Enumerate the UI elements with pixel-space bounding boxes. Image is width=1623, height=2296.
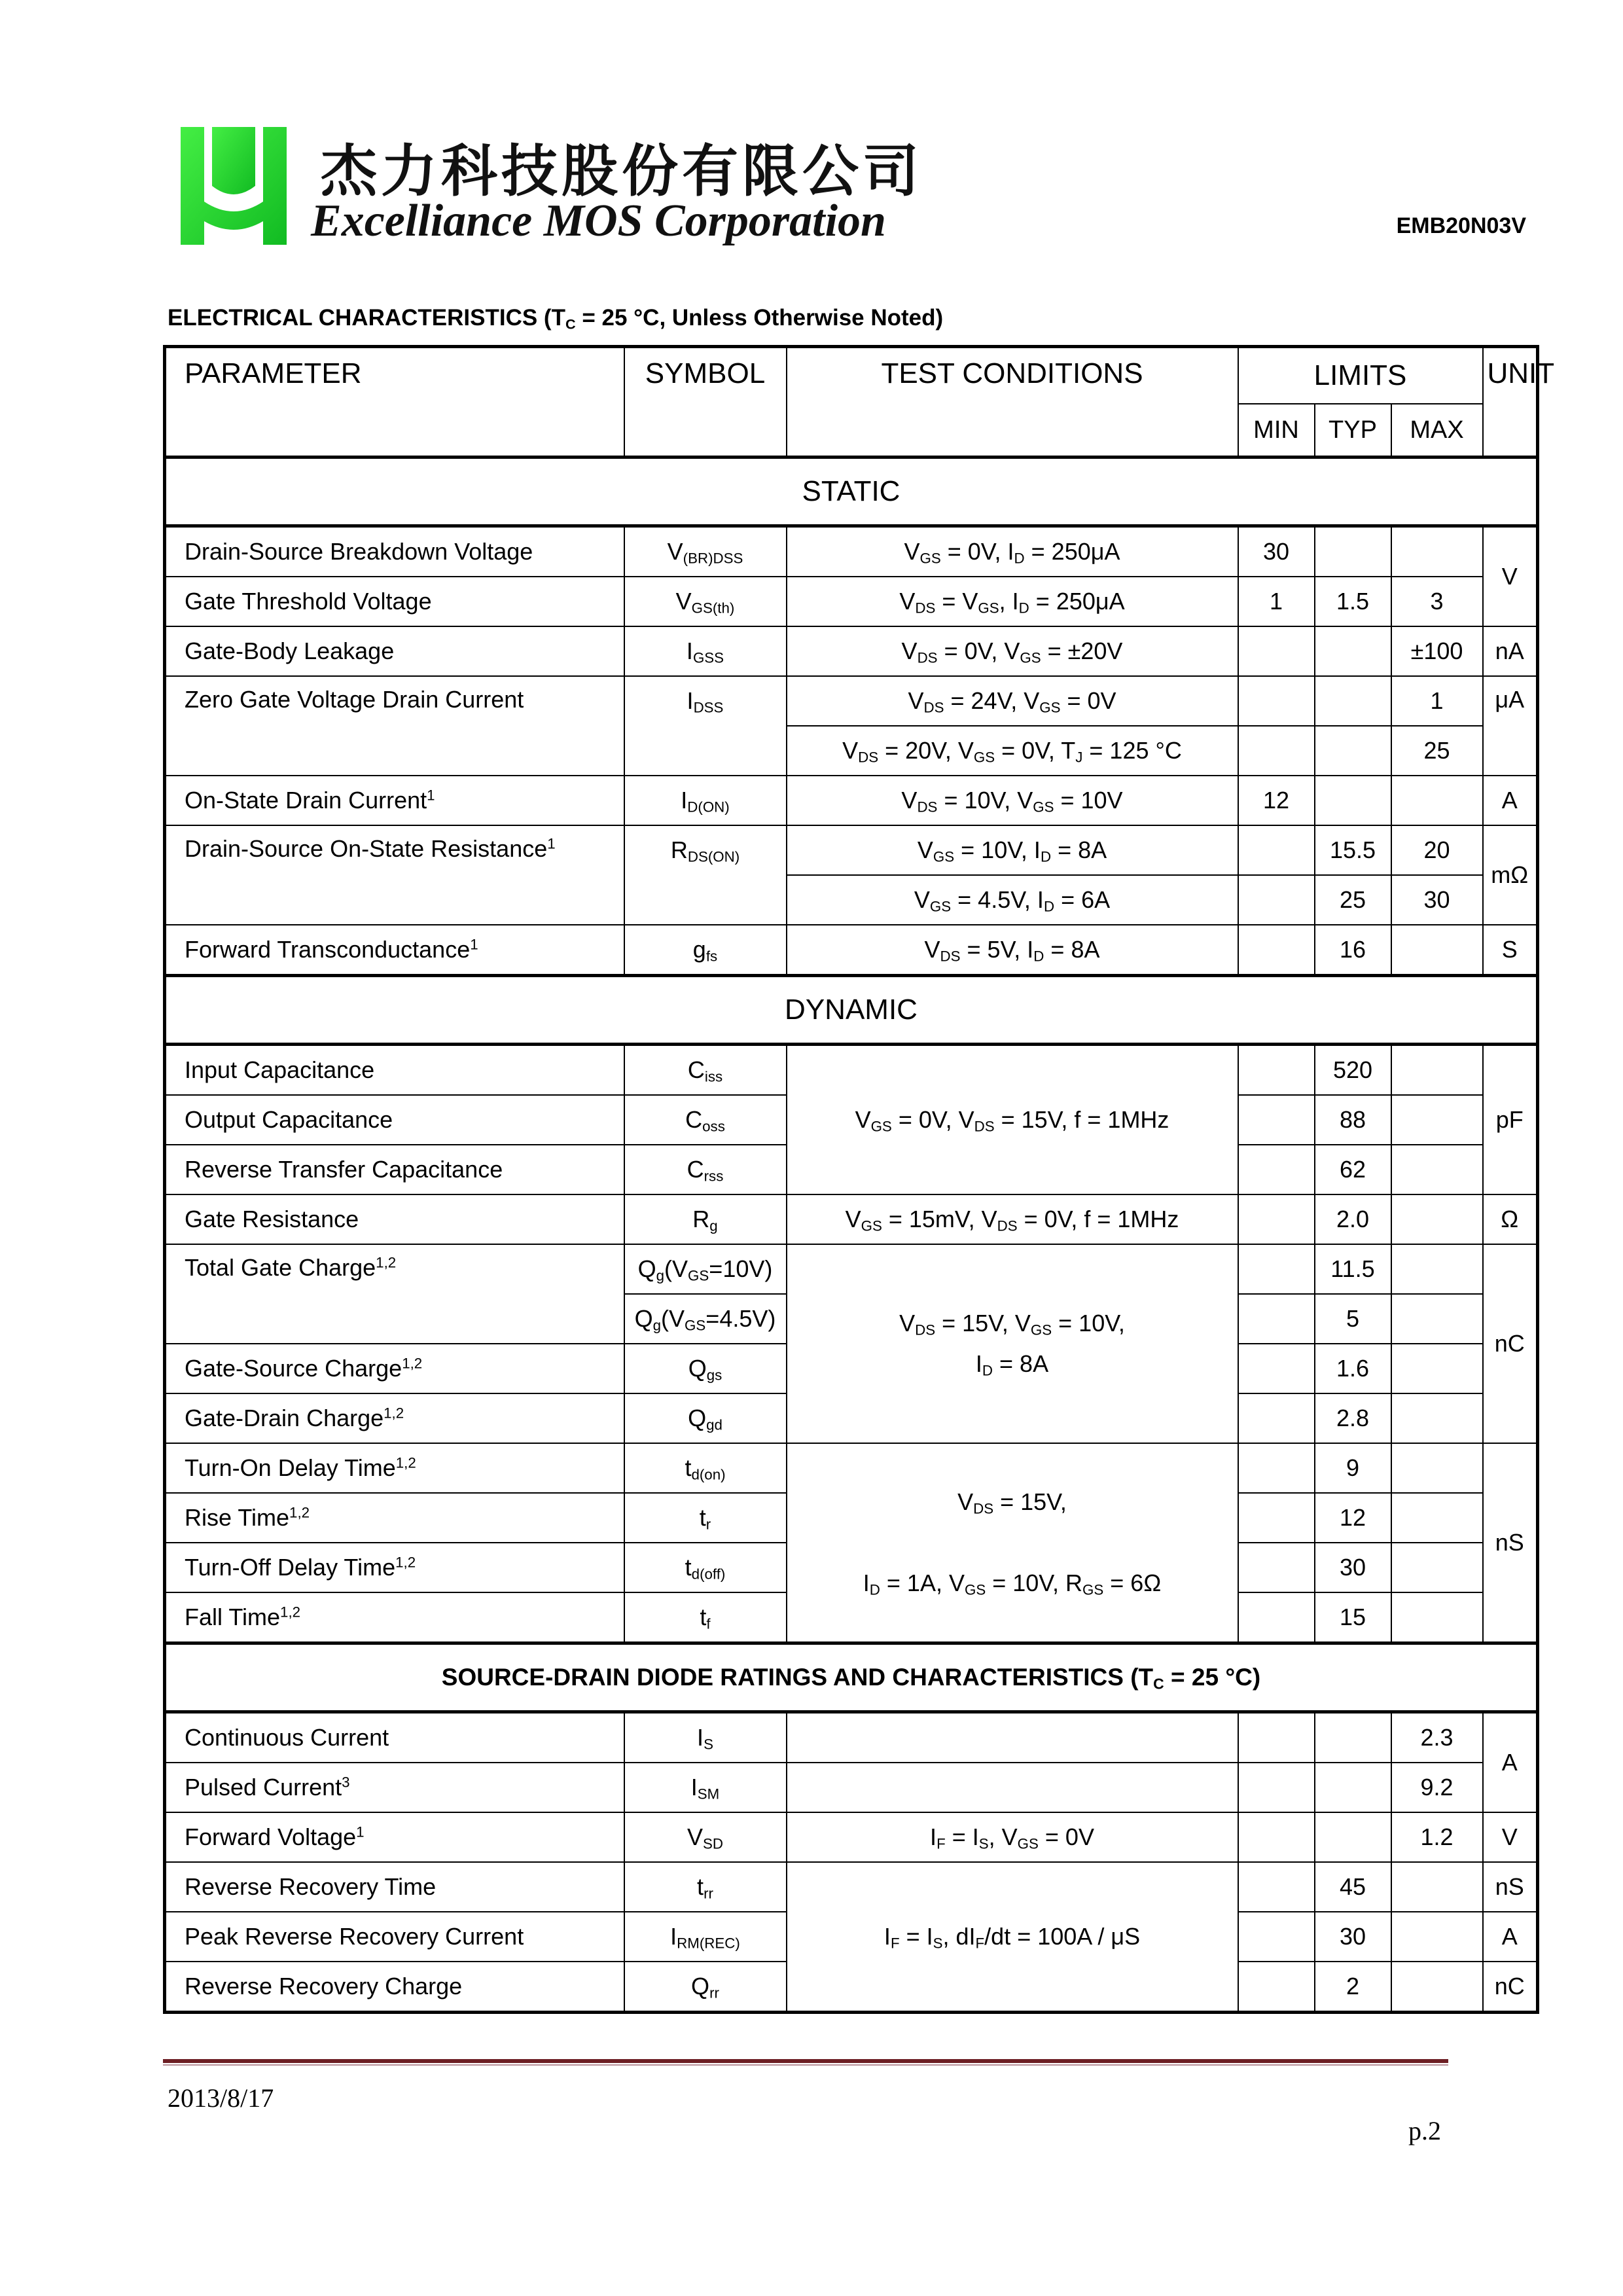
max-cell: ±100 <box>1391 626 1483 676</box>
symbol-cell: $Q_{rr}$ <box>624 1962 787 2013</box>
table-row <box>165 577 1538 626</box>
param-cell: Gate-Source Charge$^{1,2}$ <box>165 1344 624 1393</box>
max-cell <box>1391 1244 1483 1294</box>
min-cell <box>1238 1443 1315 1493</box>
symbol-cell: $I_{RM(REC)}$ <box>624 1912 787 1962</box>
company-name-english: Excelliance MOS Corporation <box>311 196 886 246</box>
unit-cell: nS <box>1483 1443 1538 1643</box>
unit-cell: V <box>1483 526 1538 627</box>
symbol-cell: $Q_g(V_{GS}=4.5V)$ <box>624 1294 787 1344</box>
typ-cell: 15 <box>1315 1592 1391 1643</box>
typ-cell <box>1315 1812 1391 1862</box>
table-row <box>165 1443 1538 1493</box>
min-cell <box>1238 1592 1315 1643</box>
min-cell <box>1238 676 1315 726</box>
condition-cell: $V_{GS} = 10V$, $I_D = 8A$ <box>787 825 1238 875</box>
table-row <box>165 1194 1538 1244</box>
condition-cell: $I_F = I_S$, $V_{GS} = 0V$ <box>787 1812 1238 1862</box>
typ-cell: 2 <box>1315 1962 1391 2013</box>
max-cell: 2.3 <box>1391 1712 1483 1763</box>
unit-cell: A <box>1483 1912 1538 1962</box>
max-cell <box>1391 1095 1483 1145</box>
condition-cell: $V_{DS} = 0V$, $V_{GS} = \pm 20V$ <box>787 626 1238 676</box>
min-cell <box>1238 1194 1315 1244</box>
group-dynamic: DYNAMIC <box>165 976 1538 1045</box>
param-cell: Drain-Source Breakdown Voltage <box>165 526 624 577</box>
symbol-cell: $Q_g(V_{GS}=10V)$ <box>624 1244 787 1294</box>
param-cell: Reverse Recovery Time <box>165 1862 624 1912</box>
typ-cell <box>1315 776 1391 825</box>
symbol-cell: $V_{(BR)DSS}$ <box>624 526 787 577</box>
table-row <box>165 626 1538 676</box>
header-limits: LIMITS <box>1238 347 1483 404</box>
param-cell: Reverse Recovery Charge <box>165 1962 624 2013</box>
max-cell: 30 <box>1391 875 1483 925</box>
param-cell: Pulsed Current$^3$ <box>165 1763 624 1812</box>
min-cell <box>1238 1912 1315 1962</box>
param-cell: Peak Reverse Recovery Current <box>165 1912 624 1962</box>
typ-cell: 1.5 <box>1315 577 1391 626</box>
condition-cell <box>787 1712 1238 1763</box>
min-cell <box>1238 1393 1315 1443</box>
min-cell <box>1238 1712 1315 1763</box>
param-cell: Forward Voltage$^1$ <box>165 1812 624 1862</box>
max-cell <box>1391 925 1483 976</box>
max-cell <box>1391 1145 1483 1194</box>
section-title: ELECTRICAL CHARACTERISTICS ($T_C = 25$ °C, Unless Otherwise Noted) <box>168 305 944 332</box>
header-test-conditions: TEST CONDITIONS <box>787 347 1238 457</box>
max-cell <box>1391 1443 1483 1493</box>
min-cell <box>1238 875 1315 925</box>
condition-cell: $V_{DS} = 20V$, $V_{GS} = 0V$, $T_J = 125$ °C <box>787 726 1238 776</box>
symbol-cell: $C_{rss}$ <box>624 1145 787 1194</box>
typ-cell: 16 <box>1315 925 1391 976</box>
max-cell <box>1391 1862 1483 1912</box>
symbol-cell: $I_{GSS}$ <box>624 626 787 676</box>
condition-cell: $V_{GS} = 0V$, $I_D = 250\mu A$ <box>787 526 1238 577</box>
min-cell: 30 <box>1238 526 1315 577</box>
typ-cell: 12 <box>1315 1493 1391 1543</box>
max-cell: 9.2 <box>1391 1763 1483 1812</box>
unit-cell: nA <box>1483 626 1538 676</box>
param-cell: Reverse Transfer Capacitance <box>165 1145 624 1194</box>
param-cell: Continuous Current <box>165 1712 624 1763</box>
max-cell <box>1391 1194 1483 1244</box>
company-name-chinese: 杰力科技股份有限公司 <box>321 138 923 204</box>
param-cell: Fall Time$^{1,2}$ <box>165 1592 624 1643</box>
param-cell: Turn-On Delay Time$^{1,2}$ <box>165 1443 624 1493</box>
param-cell: Rise Time$^{1,2}$ <box>165 1493 624 1543</box>
symbol-cell: $I_{DSS}$ <box>624 676 787 776</box>
typ-cell: 9 <box>1315 1443 1391 1493</box>
unit-cell: nC <box>1483 1962 1538 2013</box>
part-number: EMB20N03V <box>1396 213 1526 238</box>
typ-cell: 30 <box>1315 1543 1391 1592</box>
unit-cell: μA <box>1483 676 1538 776</box>
electrical-characteristics-table <box>163 345 1555 2014</box>
unit-cell: nC <box>1483 1244 1538 1443</box>
min-cell <box>1238 626 1315 676</box>
typ-cell: 15.5 <box>1315 825 1391 875</box>
param-cell: Gate Threshold Voltage <box>165 577 624 626</box>
param-cell: Gate-Drain Charge$^{1,2}$ <box>165 1393 624 1443</box>
table-row <box>165 1045 1538 1096</box>
max-cell: 3 <box>1391 577 1483 626</box>
header-parameter: PARAMETER <box>165 347 624 457</box>
typ-cell: 30 <box>1315 1912 1391 1962</box>
max-cell: 1.2 <box>1391 1812 1483 1862</box>
symbol-cell: $g_{fs}$ <box>624 925 787 976</box>
param-cell: On-State Drain Current$^1$ <box>165 776 624 825</box>
typ-cell: 25 <box>1315 875 1391 925</box>
symbol-cell: $R_{DS(ON)}$ <box>624 825 787 925</box>
symbol-cell: $Q_{gd}$ <box>624 1393 787 1443</box>
table-row <box>165 526 1538 577</box>
typ-cell: 2.8 <box>1315 1393 1391 1443</box>
condition-cell: $V_{DS} = V_{GS}$, $I_D = 250\mu A$ <box>787 577 1238 626</box>
group-diode: SOURCE-DRAIN DIODE RATINGS AND CHARACTERISTICS ($T_C = 25$ °C) <box>165 1643 1538 1712</box>
table-row <box>165 1763 1538 1812</box>
condition-cell: $V_{DS} = 24V$, $V_{GS} = 0V$ <box>787 676 1238 726</box>
typ-cell <box>1315 526 1391 577</box>
min-cell <box>1238 1543 1315 1592</box>
typ-cell: 45 <box>1315 1862 1391 1912</box>
unit-cell: A <box>1483 1712 1538 1813</box>
table-row <box>165 776 1538 825</box>
min-cell <box>1238 1244 1315 1294</box>
min-cell: 1 <box>1238 577 1315 626</box>
param-cell: Input Capacitance <box>165 1045 624 1096</box>
unit-cell: pF <box>1483 1045 1538 1195</box>
condition-cell: $V_{DS} = 15V$, $I_D = 1A$, $V_{GS} = 10V$, $R_{GS} = 6\Omega$ <box>787 1443 1238 1643</box>
min-cell: 12 <box>1238 776 1315 825</box>
max-cell <box>1391 1543 1483 1592</box>
typ-cell: 5 <box>1315 1294 1391 1344</box>
symbol-cell: $I_{SM}$ <box>624 1763 787 1812</box>
symbol-cell: $I_{D(ON)}$ <box>624 776 787 825</box>
unit-cell: Ω <box>1483 1194 1538 1244</box>
header-min: MIN <box>1238 404 1315 457</box>
max-cell <box>1391 1912 1483 1962</box>
max-cell: 25 <box>1391 726 1483 776</box>
max-cell <box>1391 1393 1483 1443</box>
max-cell <box>1391 776 1483 825</box>
min-cell <box>1238 726 1315 776</box>
symbol-cell: $Q_{gs}$ <box>624 1344 787 1393</box>
min-cell <box>1238 825 1315 875</box>
header-symbol: SYMBOL <box>624 347 787 457</box>
symbol-cell: $R_g$ <box>624 1194 787 1244</box>
typ-cell: 520 <box>1315 1045 1391 1096</box>
group-static: STATIC <box>165 457 1538 526</box>
typ-cell: 1.6 <box>1315 1344 1391 1393</box>
table-row <box>165 1812 1538 1862</box>
symbol-cell: $C_{iss}$ <box>624 1045 787 1096</box>
max-cell <box>1391 1493 1483 1543</box>
max-cell <box>1391 1592 1483 1643</box>
min-cell <box>1238 1145 1315 1194</box>
typ-cell <box>1315 726 1391 776</box>
symbol-cell: $V_{GS(th)}$ <box>624 577 787 626</box>
max-cell <box>1391 526 1483 577</box>
unit-cell: S <box>1483 925 1538 976</box>
footer-date: 2013/8/17 <box>168 2083 274 2113</box>
min-cell <box>1238 925 1315 976</box>
max-cell: 20 <box>1391 825 1483 875</box>
param-cell: Gate-Body Leakage <box>165 626 624 676</box>
typ-cell <box>1315 1763 1391 1812</box>
param-cell: Total Gate Charge$^{1,2}$ <box>165 1244 624 1344</box>
typ-cell: 11.5 <box>1315 1244 1391 1294</box>
unit-cell: mΩ <box>1483 825 1538 925</box>
param-cell: Turn-Off Delay Time$^{1,2}$ <box>165 1543 624 1592</box>
symbol-cell: $t_{d(off)}$ <box>624 1543 787 1592</box>
symbol-cell: $t_r$ <box>624 1493 787 1543</box>
table-row <box>165 676 1538 726</box>
unit-cell: A <box>1483 776 1538 825</box>
condition-cell: $V_{DS} = 15V$, $V_{GS} = 10V$, $I_D = 8A$ <box>787 1244 1238 1443</box>
typ-cell: 88 <box>1315 1095 1391 1145</box>
typ-cell: 62 <box>1315 1145 1391 1194</box>
min-cell <box>1238 1493 1315 1543</box>
min-cell <box>1238 1294 1315 1344</box>
symbol-cell: $C_{oss}$ <box>624 1095 787 1145</box>
condition-cell: $I_F = I_S$, $dI_F/dt = 100A / \mu S$ <box>787 1862 1238 2013</box>
max-cell <box>1391 1962 1483 2013</box>
param-cell: Gate Resistance <box>165 1194 624 1244</box>
symbol-cell: $t_{rr}$ <box>624 1862 787 1912</box>
condition-cell: $V_{GS} = 0V$, $V_{DS} = 15V$, f = 1MHz <box>787 1045 1238 1195</box>
min-cell <box>1238 1344 1315 1393</box>
param-cell: Output Capacitance <box>165 1095 624 1145</box>
symbol-cell: $t_{d(on)}$ <box>624 1443 787 1493</box>
param-cell: Drain-Source On-State Resistance$^1$ <box>165 825 624 925</box>
unit-cell: nS <box>1483 1862 1538 1912</box>
max-cell <box>1391 1344 1483 1393</box>
header-unit: UNIT <box>1483 347 1538 457</box>
header-typ: TYP <box>1315 404 1391 457</box>
min-cell <box>1238 1095 1315 1145</box>
footer-divider <box>163 2059 1448 2068</box>
typ-cell <box>1315 676 1391 726</box>
min-cell <box>1238 1045 1315 1096</box>
unit-cell: V <box>1483 1812 1538 1862</box>
typ-cell: 2.0 <box>1315 1194 1391 1244</box>
min-cell <box>1238 1862 1315 1912</box>
max-cell <box>1391 1294 1483 1344</box>
condition-cell <box>787 1763 1238 1812</box>
min-cell <box>1238 1962 1315 2013</box>
param-cell: Zero Gate Voltage Drain Current <box>165 676 624 776</box>
min-cell <box>1238 1763 1315 1812</box>
condition-cell: $V_{GS} = 4.5V$, $I_D = 6A$ <box>787 875 1238 925</box>
page-number: p.2 <box>1408 2116 1441 2145</box>
table-row <box>165 825 1538 875</box>
max-cell: 1 <box>1391 676 1483 726</box>
company-logo-icon <box>178 123 289 247</box>
table-row <box>165 1712 1538 1763</box>
symbol-cell: $I_S$ <box>624 1712 787 1763</box>
typ-cell <box>1315 626 1391 676</box>
param-cell: Forward Transconductance$^1$ <box>165 925 624 976</box>
max-cell <box>1391 1045 1483 1096</box>
condition-cell: $V_{DS} = 5V$, $I_D = 8A$ <box>787 925 1238 976</box>
typ-cell <box>1315 1712 1391 1763</box>
symbol-cell: $t_f$ <box>624 1592 787 1643</box>
condition-cell: $V_{DS} = 10V$, $V_{GS} = 10V$ <box>787 776 1238 825</box>
condition-cell: $V_{GS} = 15mV$, $V_{DS} = 0V$, f = 1MHz <box>787 1194 1238 1244</box>
header-max: MAX <box>1391 404 1483 457</box>
table-row <box>165 1862 1538 1912</box>
table-row <box>165 925 1538 976</box>
table-row <box>165 1244 1538 1294</box>
symbol-cell: $V_{SD}$ <box>624 1812 787 1862</box>
min-cell <box>1238 1812 1315 1862</box>
